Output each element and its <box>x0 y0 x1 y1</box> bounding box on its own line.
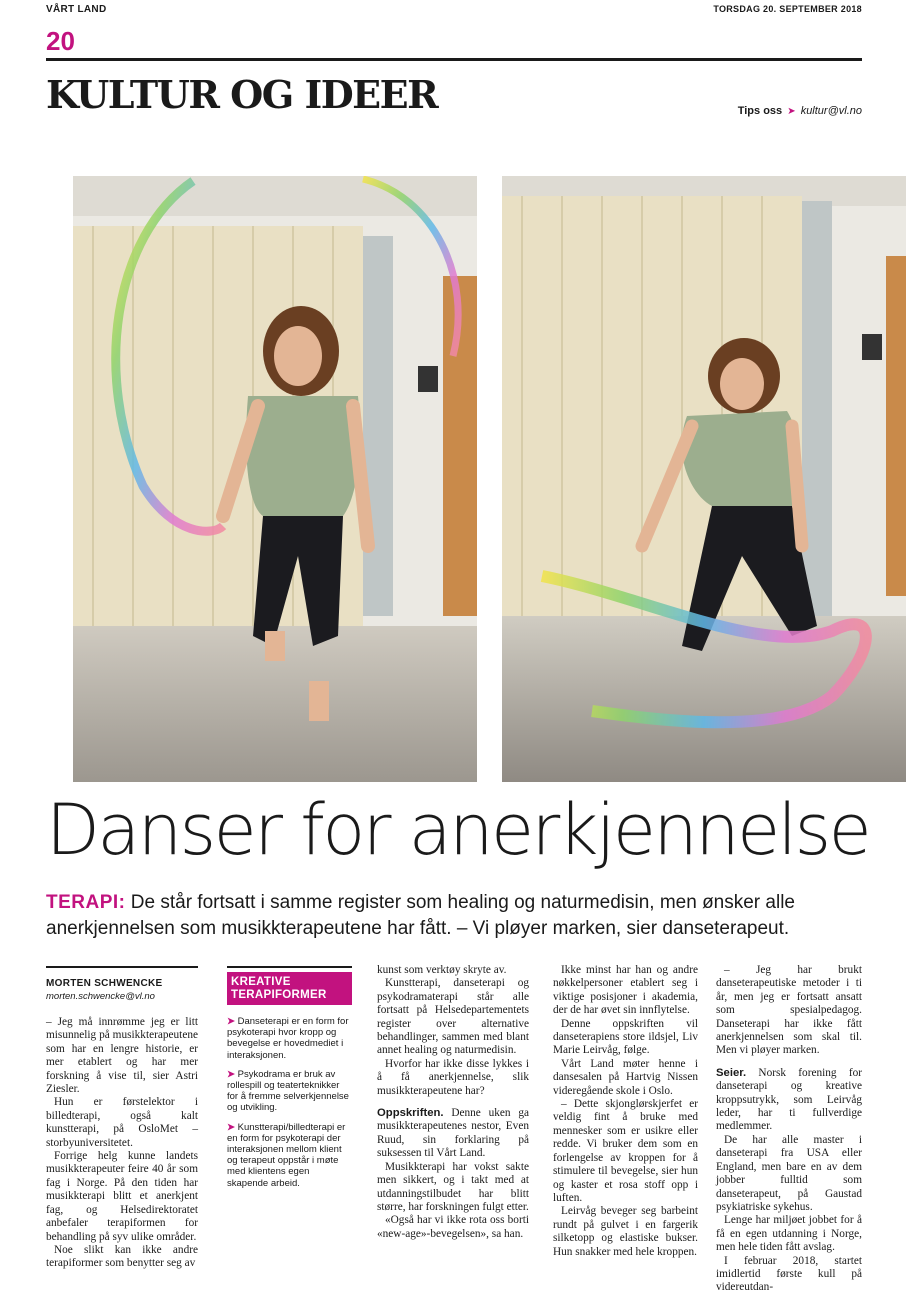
dancer-photo-left <box>73 176 477 782</box>
paragraph: Ikke minst har han og andre nøkkelpersoner etablert seg i viktige posisjoner i akademia, der de har øvet sin innflytelse. <box>553 964 698 1017</box>
arrow-circle-icon: ➤ <box>227 1068 235 1080</box>
paragraph: Forrige helg kunne landets musikkterapeuter feire 40 år som fag i Norge. På den tiden har musikkterapi blitt et anerkjent fag, og Helsedirektoratet anbefaler terapiformen for behandling på syv ulike områder. <box>46 1150 198 1243</box>
arrow-circle-icon: ➤ <box>227 1016 235 1027</box>
paragraph: – Jeg må innrømme jeg er litt misunnelig på musikkterapeutene som har en lengre historie, er mer etablert og har mer forskning å vise til, sier Astri Ziesler. <box>46 1016 198 1096</box>
factbox-item-text: Kunstterapi/billedterapi er en form for psykoterapi der interaksjonen mellom klient og terapeut oppstår i møte med klientens egen skapende arbeid. <box>227 1121 346 1189</box>
subheading-paragraph <box>716 1067 862 1134</box>
paragraph: – Dette skjonglørskjerfet er veldig fint å bruke med mennesker som er usikre eller redde. Vi bruker dem som en forlengelse av kroppen for å stimulere til bevegelse, sier hun og kaster et rosa stoff opp i luften. <box>553 1098 698 1204</box>
byline-rule <box>46 966 198 968</box>
paragraph: – Jeg har brukt danseterapeutiske metoder i ti år, men jeg er fortsatt ansatt som spesialpedagog. Danseterapi har ikke fått anerkjennelsen som skal til. Men vi pløyer marken. <box>716 964 862 1057</box>
arrow-circle-icon: ➤ <box>227 1121 235 1133</box>
paragraph-text: Norsk forening for danseterapi og kreative kroppsutrykk, som Leirvåg leder, har ti fullverdige medlemmer. <box>716 1066 862 1133</box>
paragraph: Noe slikt kan ikke andre terapiformer som benytter seg av <box>46 1243 198 1270</box>
article-column-3 <box>377 964 529 1241</box>
newspaper-name: VÅRT LAND <box>46 4 107 15</box>
headline: Danser for anerkjennelse <box>46 789 870 871</box>
factbox-title: KREATIVE TERAPIFORMER <box>227 972 352 1005</box>
lead-paragraph <box>46 890 846 942</box>
factbox-rule <box>227 966 352 968</box>
paragraph: Denne oppskriften vil danseterapiens store ildsjel, Liv Marie Leirvåg, følge. <box>553 1017 698 1057</box>
issue-date: TORSDAG 20. SEPTEMBER 2018 <box>713 4 862 14</box>
section-title: KULTUR OG IDEER <box>46 72 438 117</box>
subheading-paragraph <box>377 1107 529 1161</box>
factbox-item-text: Psykodrama er bruk av rollespill og teaterteknikker for å fremme selverkjennelse og utvikling. <box>227 1068 349 1114</box>
paragraph: Kunstterapi, danseterapi og psykodramaterapi står alle fortsatt på Helsedepartementets register over alternative behandlinger, sammen med blant annet healing og naturmedisin. <box>377 977 529 1057</box>
page-number: 20 <box>46 26 75 56</box>
paragraph-text: Denne uken ga musikkterapeutenes nestor, Even Ruud, sin forklaring på suksessen til Vårt Land. <box>377 1107 529 1160</box>
paragraph: Leirvåg beveger seg barbeint rundt på gulvet i en fargerik silketopp og elastiske bukser. Hun snakker med hele kroppen. <box>553 1205 698 1258</box>
header-rule <box>46 58 862 61</box>
paragraph: Hun er førstelektor i billedterapi, også kalt kunstterapi, på OsloMet – storbyuniversitetet. <box>46 1096 198 1149</box>
factbox-item-text: Danseterapi er en form for psykoterapi hvor kropp og bevegelse er hovedmediet i interaksjonen. <box>227 1016 349 1061</box>
tips-contact <box>738 105 862 117</box>
factbox <box>227 1016 352 1197</box>
lead-kicker: TERAPI: <box>46 892 126 913</box>
paragraph: kunst som verktøy skryte av. <box>377 964 507 976</box>
arrow-circle-icon: ➤ <box>787 106 796 117</box>
paragraph: De har alle master i danseterapi fra USA eller England, men bare en av dem jobber fulltid som danseterapeut, på Gaustad psykiatriske sykehus. <box>716 1133 862 1213</box>
paragraph: «Også har vi ikke rota oss borti «new-age»-bevegelsen», sa han. <box>377 1214 529 1240</box>
paragraph: Hvorfor har ikke disse lykkes i å få anerkjennelse, slik musikkterapeutene har? <box>377 1057 529 1097</box>
article-column-1 <box>46 1016 198 1271</box>
subheading: Oppskriften. <box>377 1107 444 1120</box>
factbox-item <box>227 1122 352 1189</box>
subheading: Seier. <box>716 1066 747 1079</box>
factbox-item <box>227 1069 352 1114</box>
paragraph: I februar 2018, startet imidlertid første kull på videreutdan- <box>716 1254 862 1294</box>
article-column-4 <box>553 964 698 1259</box>
article-column-5 <box>716 964 862 1295</box>
dancer-photo-right <box>502 176 906 782</box>
factbox-item <box>227 1016 352 1061</box>
tips-email-link[interactable]: kultur@vl.no <box>800 105 862 117</box>
lead-text: De står fortsatt i samme register som healing og naturmedisin, men ønsker alle anerkjennelsen som musikkterapeutene har fått. – Vi pløyer marken, sier danseterapeut. <box>46 892 795 939</box>
paragraph: Vårt Land møter henne i dansesalen på Hartvig Nissen videregående skole i Oslo. <box>553 1057 698 1097</box>
tips-label: Tips oss <box>737 105 783 117</box>
byline-name: MORTEN SCHWENCKE <box>46 978 163 989</box>
paragraph: Musikkterapi har vokst sakte men sikkert, og i takt med at utdanningstilbudet har blitt større, har forskningen fulgt etter. <box>377 1160 529 1213</box>
byline-email[interactable]: morten.schwencke@vl.no <box>46 991 155 1002</box>
paragraph: Lenge har miljøet jobbet for å få en egen utdanning i Norge, men hele tiden fått avslag. <box>716 1214 862 1254</box>
